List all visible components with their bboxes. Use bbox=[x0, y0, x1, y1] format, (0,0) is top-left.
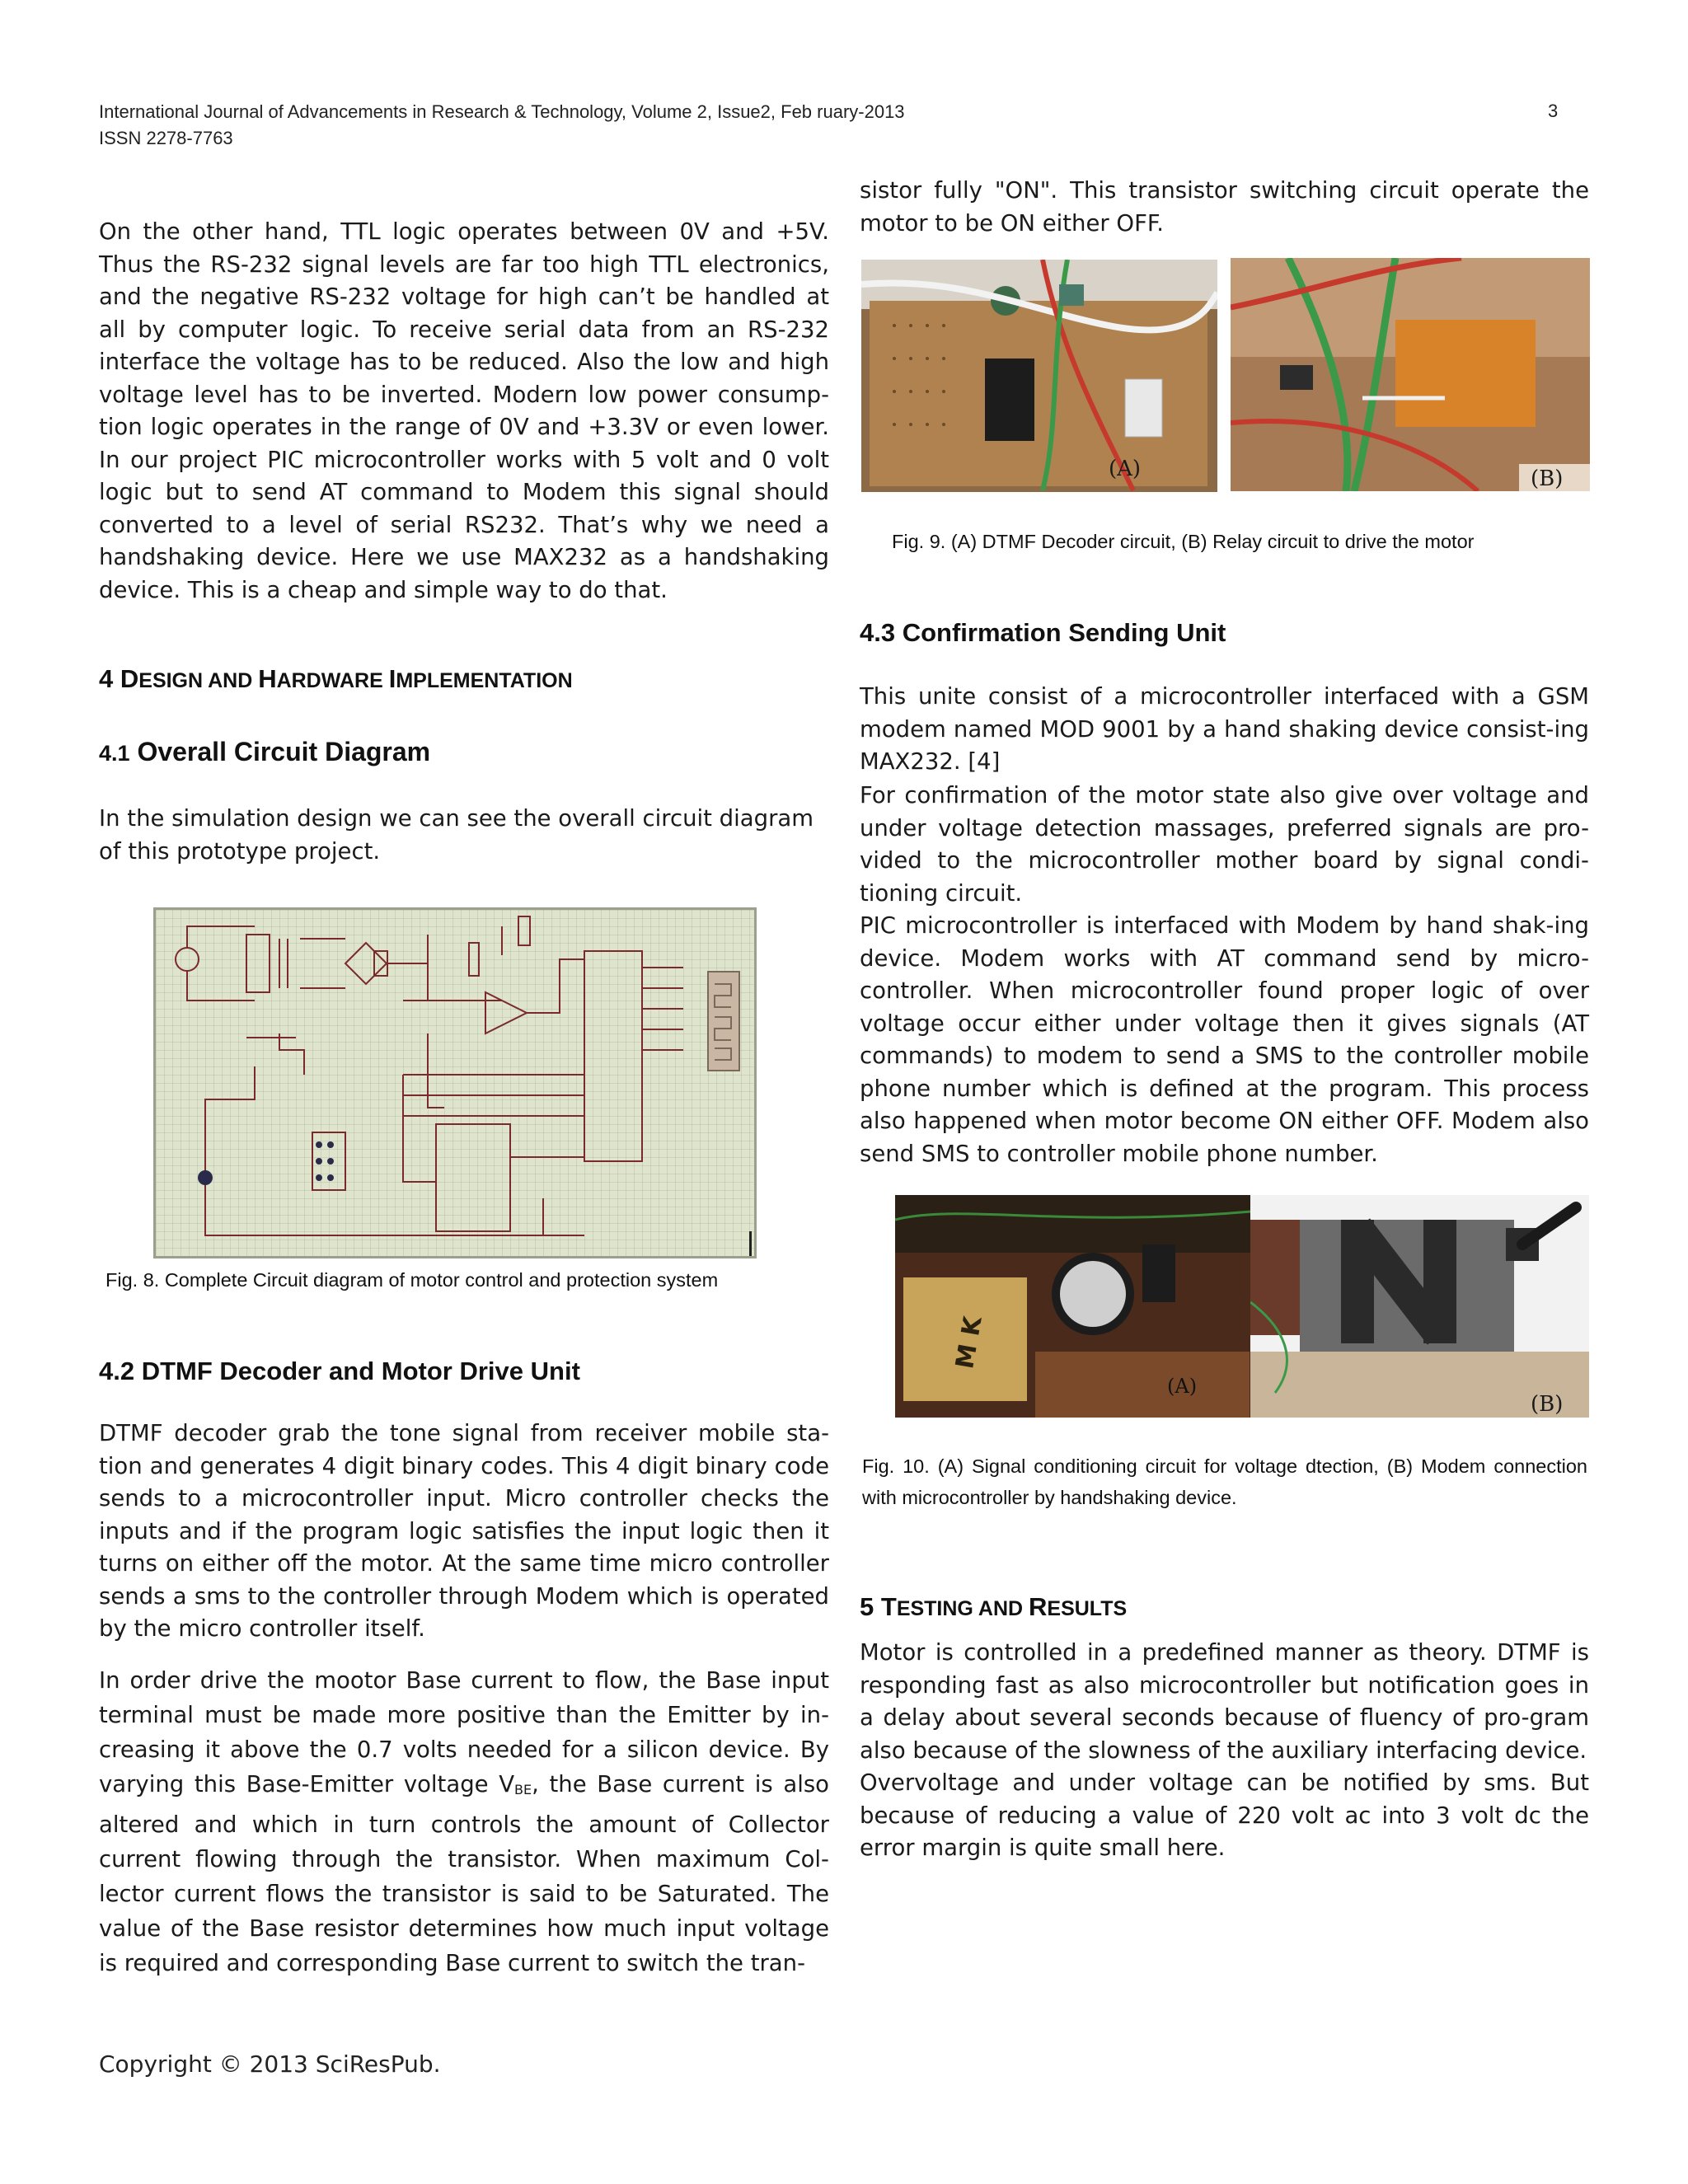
intro-paragraph: On the other hand, TTL logic operates between 0V and +5V. Thus the RS-232 signal levels are far too high TTL electronics, and the negative RS-232 voltage for high can’t be handled at all by computer logic. To receive serial data from an RS-232 interface the voltage has to be reduced. Also the low and high voltage level has to be inverted. Modern low power consump-tion logic operates in the range of 0V and +3.3V or even lower. In our project PIC microcontroller works with 5 volt and 0 volt logic but to send AT command to Modem this signal should converted to a level of serial RS232. That’s why we need a handshaking device. Here we use MAX232 as a handshaking device. This is a cheap and simple way to do that. bbox=[99, 218, 829, 603]
section-4-3-heading: 4.3 Confirmation Sending Unit bbox=[860, 618, 1226, 647]
fig-8-caption: Fig. 8. Complete Circuit diagram of motor control and protection system bbox=[106, 1269, 719, 1291]
section-5-paragraph-2: Overvoltage and under voltage can be notified by sms. But because of reducing a value of 220 volt ac into 3 volt dc the error margin is quite small here. bbox=[860, 1769, 1589, 1861]
title-rest: ARDWARE bbox=[276, 669, 389, 692]
section-5-title bbox=[881, 1592, 1127, 1621]
section-4-3-paragraph-3: PIC microcontroller is interfaced with Modem by hand shak-ing device. Modem works with AT command send by micro-controller. When microcontroller found proper logic of over voltage occur either under voltage then it gives signals (AT commands) to modem to send a SMS to the controller mobile phone number which is defined at the program. This process also happened when motor become ON either OFF. Modem also send SMS to controller mobile phone number. bbox=[860, 912, 1589, 1167]
title-rest: MPLEMENTATION bbox=[396, 669, 573, 692]
page-number: 3 bbox=[1548, 101, 1559, 121]
section-4-title bbox=[120, 664, 573, 693]
journal-header bbox=[99, 99, 905, 152]
fig-9-caption: Fig. 9. (A) DTMF Decoder circuit, (B) Relay circuit to drive the motor bbox=[892, 531, 1475, 552]
title-rest: ESULTS bbox=[1047, 1597, 1128, 1620]
section-5-heading bbox=[860, 1592, 1589, 1622]
section-4-2-paragraph-2 bbox=[99, 1663, 829, 1980]
paragraph-text: In order drive the mootor Base current to flow, the Base input terminal must be made more positive than the Emitter by in-creasing it above the 0.7 volts needed for a silicon device. By varying this Base-Emitter voltage V bbox=[99, 1667, 829, 1797]
vbe-subscript: BE bbox=[514, 1782, 532, 1797]
continuation-paragraph: sistor fully "ON". This transistor switching circuit operate the motor to be ON either OFF. bbox=[860, 177, 1589, 237]
circuit-schematic bbox=[156, 910, 754, 1256]
fig-10-label-a: (A) bbox=[1167, 1375, 1198, 1398]
section-4-1-title: Overall Circuit Diagram bbox=[137, 737, 431, 766]
section-4-3-paragraph-1: This unite consist of a microcontroller interfaced with a GSM modem named MOD 9001 by a hand shaking device consist-ing MAX232. [4] bbox=[860, 683, 1589, 775]
section-4-number: 4 bbox=[99, 664, 114, 693]
signal-conditioning-photo bbox=[895, 1195, 1251, 1418]
title-rest: ESTING AND bbox=[896, 1597, 1029, 1620]
title-cap: D bbox=[120, 664, 139, 693]
circuit-diagram-figure bbox=[153, 907, 757, 1258]
section-4-1-heading bbox=[99, 737, 430, 767]
fig-9-label-b: (B) bbox=[1531, 466, 1564, 491]
title-cap: H bbox=[258, 664, 277, 693]
section-4-2-heading: 4.2 DTMF Decoder and Motor Drive Unit bbox=[99, 1357, 580, 1385]
section-4-3-paragraph-2: For confirmation of the motor state also give over voltage and under voltage detection massages, preferred signals are pro-vided to the microcontroller mother board by signal condi-tioning circuit. bbox=[860, 782, 1589, 907]
journal-title: International Journal of Advancements in Research & Technology, Volume 2, Issue2, Feb ruary-2013 bbox=[99, 101, 905, 122]
copyright-footer: Copyright © 2013 SciResPub. bbox=[99, 2050, 441, 2078]
modem-connection-photo bbox=[1250, 1195, 1589, 1418]
fig-10-label-b: (B) bbox=[1531, 1392, 1564, 1417]
fig-10-caption: Fig. 10. (A) Signal conditioning circuit for voltage dtection, (B) Modem connection with microcontroller by handshaking device. bbox=[862, 1455, 1587, 1508]
issn: ISSN 2278-7763 bbox=[99, 128, 233, 148]
dtmf-decoder-photo bbox=[861, 260, 1217, 492]
section-5-number: 5 bbox=[860, 1592, 874, 1621]
relay-circuit-photo bbox=[1231, 258, 1590, 491]
section-4-2-paragraph-1: DTMF decoder grab the tone signal from receiver mobile sta-tion and generates 4 digit binary codes. This 4 digit binary code sends to a microcontroller input. Micro controller checks the inputs and if the program logic satisfies the input logic then it turns on either off the motor. At the same time micro controller sends a sms to the controller through Modem which is operated by the micro controller itself. bbox=[99, 1420, 829, 1642]
section-5-paragraph-1: Motor is controlled in a predefined manner as theory. DTMF is responding fast as also microcontroller but notification goes in a delay about several seconds because of fluency of pro-gram also because of the slowness of the auxiliary interfacing device. bbox=[860, 1639, 1589, 1764]
section-4-1-number: 4.1 bbox=[99, 741, 130, 766]
title-cap: R bbox=[1029, 1592, 1048, 1621]
paragraph-text: , the Base current is also altered and which in turn controls the amount of Collector current flowing through the transistor. When maximum Col-lector current flows the transistor is said to be Saturated. The value of the Base resistor determines how much input voltage is required and corresponding Base current to switch the tran- bbox=[99, 1771, 829, 1976]
title-cap: I bbox=[388, 664, 396, 693]
title-cap: T bbox=[880, 1592, 897, 1621]
title-rest: ESIGN AND bbox=[138, 669, 259, 692]
section-4-heading bbox=[99, 664, 841, 694]
transformer-text: M K bbox=[950, 1314, 988, 1371]
section-4-1-paragraph: In the simulation design we can see the overall circuit diagram of this prototype project. bbox=[99, 805, 814, 865]
fig-9-label-a: (A) bbox=[1109, 457, 1142, 481]
